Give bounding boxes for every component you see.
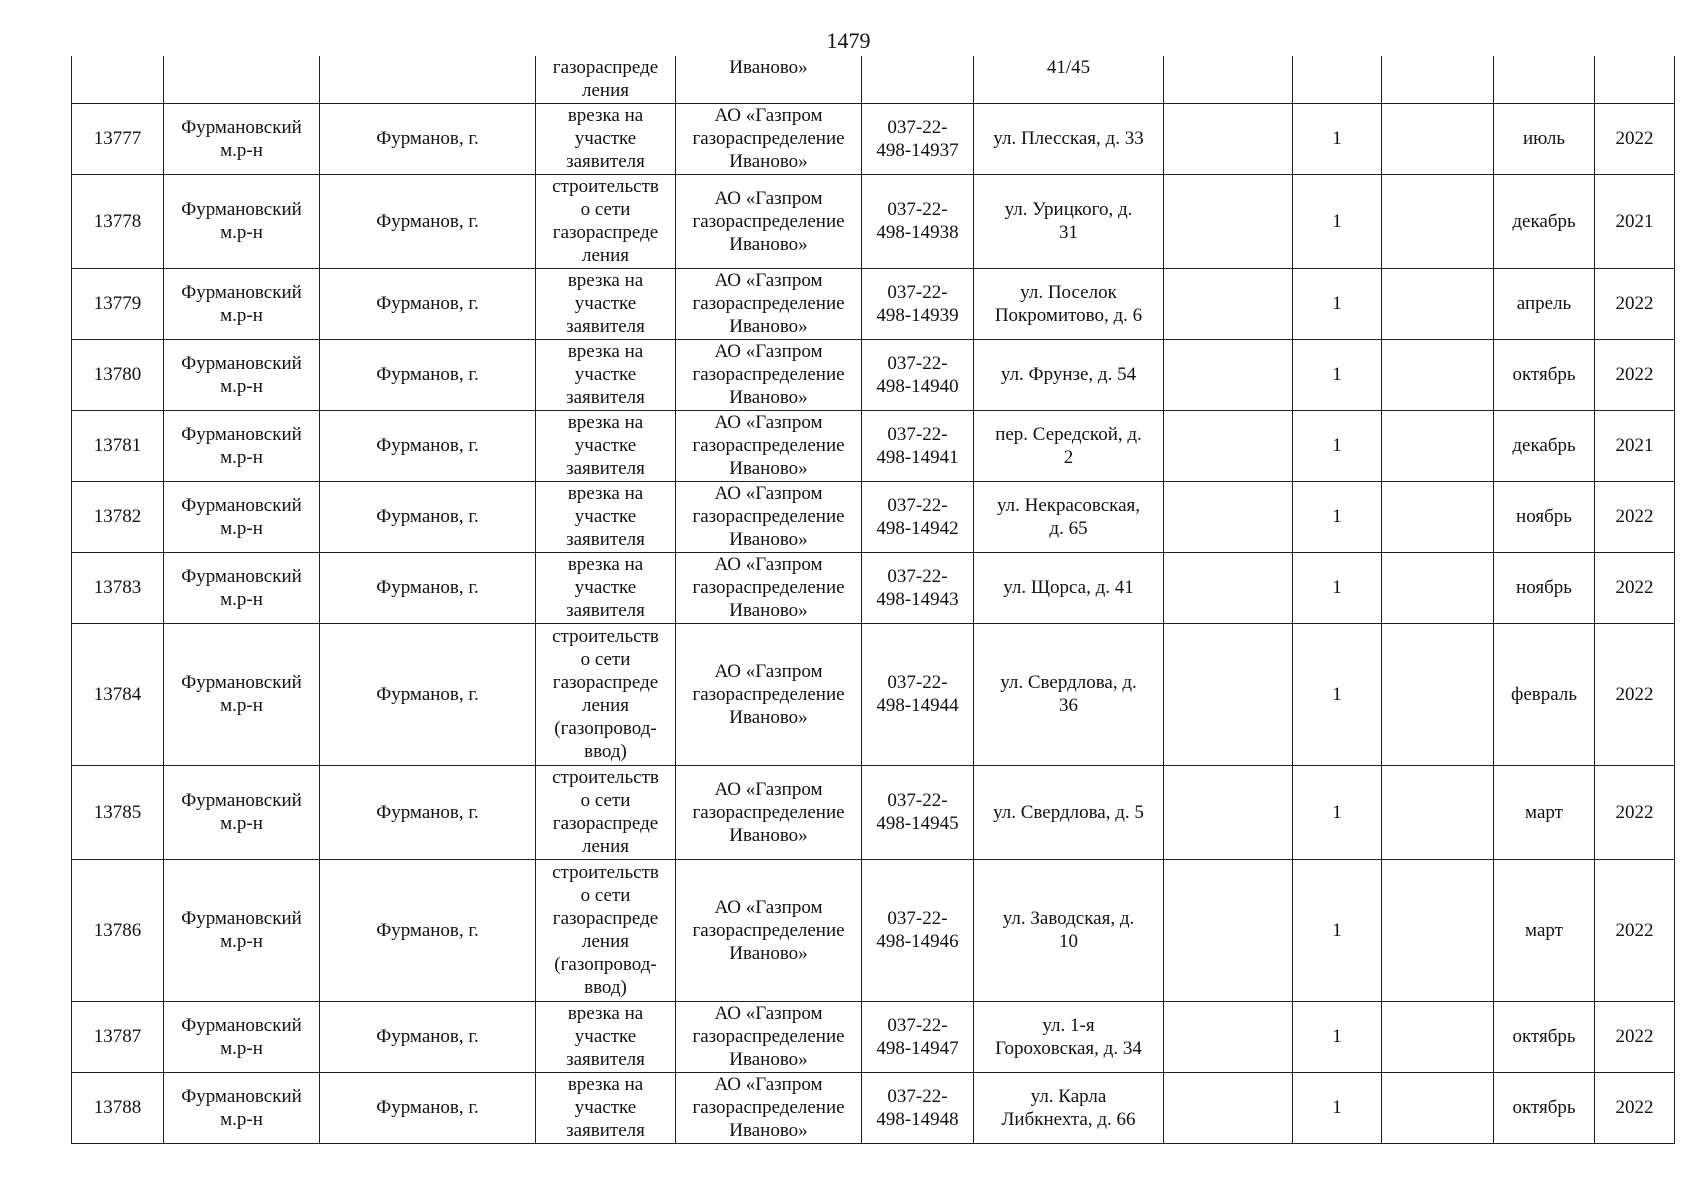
cell-empty: [1164, 174, 1293, 268]
cell-qty: 1: [1293, 174, 1382, 268]
cell-district: Фурмановский м.р-н: [164, 410, 320, 481]
cell-district: Фурмановский м.р-н: [164, 481, 320, 552]
cell-work-type: врезка на участке заявителя: [536, 103, 676, 174]
cell-address: ул. Поселок Покромитово, д. 6: [974, 268, 1164, 339]
cell-address: ул. 1-я Гороховская, д. 34: [974, 1001, 1164, 1072]
cell-district: Фурмановский м.р-н: [164, 623, 320, 765]
table-row: [72, 103, 1675, 174]
cell-work-type: врезка на участке заявителя: [536, 481, 676, 552]
cell-city: [320, 56, 536, 103]
cell-operator: АО «Газпром газораспределение Иваново»: [676, 339, 862, 410]
cell-code: 037-22- 498-14947: [862, 1001, 974, 1072]
cell-qty: 1: [1293, 552, 1382, 623]
page-number: 1479: [826, 28, 871, 53]
cell-operator: АО «Газпром газораспределение Иваново»: [676, 410, 862, 481]
cell-district: Фурмановский м.р-н: [164, 103, 320, 174]
registry-table: [71, 56, 1675, 1144]
cell-city: Фурманов, г.: [320, 103, 536, 174]
cell-address: ул. Щорса, д. 41: [974, 552, 1164, 623]
cell-district: Фурмановский м.р-н: [164, 765, 320, 859]
cell-empty: [1382, 1072, 1494, 1143]
cell-work-type: строительств о сети газораспреде ления: [536, 765, 676, 859]
cell-work-type: врезка на участке заявителя: [536, 268, 676, 339]
cell-empty: [1382, 339, 1494, 410]
cell-year: 2022: [1595, 552, 1675, 623]
cell-district: [164, 56, 320, 103]
cell-address: ул. Урицкого, д. 31: [974, 174, 1164, 268]
cell-operator: АО «Газпром газораспределение Иваново»: [676, 1072, 862, 1143]
cell-empty: [1382, 268, 1494, 339]
cell-month: декабрь: [1494, 174, 1595, 268]
cell-year: 2022: [1595, 103, 1675, 174]
cell-empty: [1164, 56, 1293, 103]
cell-empty: [1382, 410, 1494, 481]
cell-address: ул. Некрасовская, д. 65: [974, 481, 1164, 552]
cell-operator: АО «Газпром газораспределение Иваново»: [676, 268, 862, 339]
cell-month: март: [1494, 859, 1595, 1001]
cell-empty: [1164, 1001, 1293, 1072]
cell-empty: [1382, 174, 1494, 268]
cell-id: 13778: [72, 174, 164, 268]
cell-month: март: [1494, 765, 1595, 859]
cell-operator: Иваново»: [676, 56, 862, 103]
cell-id: 13784: [72, 623, 164, 765]
table-row: [72, 268, 1675, 339]
cell-month: февраль: [1494, 623, 1595, 765]
cell-address: ул. Свердлова, д. 36: [974, 623, 1164, 765]
cell-district: Фурмановский м.р-н: [164, 552, 320, 623]
cell-address: пер. Середской, д. 2: [974, 410, 1164, 481]
cell-city: Фурманов, г.: [320, 765, 536, 859]
cell-code: 037-22- 498-14945: [862, 765, 974, 859]
cell-district: Фурмановский м.р-н: [164, 268, 320, 339]
cell-year: 2022: [1595, 339, 1675, 410]
cell-operator: АО «Газпром газораспределение Иваново»: [676, 1001, 862, 1072]
cell-year: 2021: [1595, 410, 1675, 481]
table-row: [72, 1072, 1675, 1143]
cell-id: 13786: [72, 859, 164, 1001]
cell-empty: [1164, 268, 1293, 339]
cell-year: 2022: [1595, 623, 1675, 765]
cell-month: [1494, 56, 1595, 103]
cell-qty: [1293, 56, 1382, 103]
cell-id: [72, 56, 164, 103]
cell-year: [1595, 56, 1675, 103]
cell-city: Фурманов, г.: [320, 174, 536, 268]
cell-month: ноябрь: [1494, 481, 1595, 552]
cell-work-type: врезка на участке заявителя: [536, 1001, 676, 1072]
cell-code: 037-22- 498-14939: [862, 268, 974, 339]
cell-code: 037-22- 498-14941: [862, 410, 974, 481]
cell-year: 2022: [1595, 481, 1675, 552]
cell-empty: [1382, 103, 1494, 174]
cell-id: 13785: [72, 765, 164, 859]
cell-id: 13782: [72, 481, 164, 552]
cell-empty: [1382, 481, 1494, 552]
cell-empty: [1164, 103, 1293, 174]
cell-empty: [1382, 859, 1494, 1001]
cell-empty: [1164, 765, 1293, 859]
cell-city: Фурманов, г.: [320, 268, 536, 339]
table-row: [72, 1001, 1675, 1072]
cell-qty: 1: [1293, 765, 1382, 859]
cell-empty: [1164, 410, 1293, 481]
cell-empty: [1382, 552, 1494, 623]
cell-empty: [1164, 1072, 1293, 1143]
cell-operator: АО «Газпром газораспределение Иваново»: [676, 552, 862, 623]
cell-city: Фурманов, г.: [320, 623, 536, 765]
table-row: [72, 859, 1675, 1001]
cell-address: ул. Карла Либкнехта, д. 66: [974, 1072, 1164, 1143]
cell-year: 2022: [1595, 1072, 1675, 1143]
cell-empty: [1164, 339, 1293, 410]
cell-district: Фурмановский м.р-н: [164, 174, 320, 268]
cell-work-type: строительств о сети газораспреде ления: [536, 174, 676, 268]
cell-month: декабрь: [1494, 410, 1595, 481]
cell-code: 037-22- 498-14937: [862, 103, 974, 174]
cell-empty: [1382, 623, 1494, 765]
cell-district: Фурмановский м.р-н: [164, 859, 320, 1001]
cell-qty: 1: [1293, 481, 1382, 552]
table-row: [72, 623, 1675, 765]
table-row-continued: [72, 56, 1675, 103]
table-row: [72, 339, 1675, 410]
cell-operator: АО «Газпром газораспределение Иваново»: [676, 174, 862, 268]
table-row: [72, 174, 1675, 268]
cell-code: 037-22- 498-14948: [862, 1072, 974, 1143]
cell-city: Фурманов, г.: [320, 552, 536, 623]
cell-operator: АО «Газпром газораспределение Иваново»: [676, 103, 862, 174]
cell-qty: 1: [1293, 339, 1382, 410]
cell-address: ул. Фрунзе, д. 54: [974, 339, 1164, 410]
table-body: [72, 56, 1675, 1143]
cell-city: Фурманов, г.: [320, 481, 536, 552]
cell-operator: АО «Газпром газораспределение Иваново»: [676, 765, 862, 859]
cell-qty: 1: [1293, 1001, 1382, 1072]
cell-work-type: врезка на участке заявителя: [536, 339, 676, 410]
cell-work-type: врезка на участке заявителя: [536, 552, 676, 623]
cell-year: 2021: [1595, 174, 1675, 268]
cell-qty: 1: [1293, 1072, 1382, 1143]
cell-qty: 1: [1293, 623, 1382, 765]
cell-empty: [1164, 481, 1293, 552]
cell-month: октябрь: [1494, 1072, 1595, 1143]
cell-month: октябрь: [1494, 339, 1595, 410]
cell-year: 2022: [1595, 859, 1675, 1001]
cell-code: 037-22- 498-14940: [862, 339, 974, 410]
cell-month: июль: [1494, 103, 1595, 174]
cell-qty: 1: [1293, 103, 1382, 174]
cell-empty: [1164, 859, 1293, 1001]
cell-work-type: врезка на участке заявителя: [536, 1072, 676, 1143]
cell-empty: [1164, 623, 1293, 765]
cell-city: Фурманов, г.: [320, 1001, 536, 1072]
cell-code: 037-22- 498-14946: [862, 859, 974, 1001]
cell-year: 2022: [1595, 1001, 1675, 1072]
cell-operator: АО «Газпром газораспределение Иваново»: [676, 481, 862, 552]
cell-code: 037-22- 498-14943: [862, 552, 974, 623]
cell-id: 13781: [72, 410, 164, 481]
cell-empty: [1164, 552, 1293, 623]
cell-code: [862, 56, 974, 103]
cell-empty: [1382, 56, 1494, 103]
cell-address: ул. Заводская, д. 10: [974, 859, 1164, 1001]
cell-empty: [1382, 765, 1494, 859]
cell-id: 13787: [72, 1001, 164, 1072]
cell-address: 41/45: [974, 56, 1164, 103]
cell-operator: АО «Газпром газораспределение Иваново»: [676, 623, 862, 765]
cell-id: 13783: [72, 552, 164, 623]
cell-id: 13779: [72, 268, 164, 339]
cell-city: Фурманов, г.: [320, 339, 536, 410]
cell-operator: АО «Газпром газораспределение Иваново»: [676, 859, 862, 1001]
cell-year: 2022: [1595, 268, 1675, 339]
cell-qty: 1: [1293, 859, 1382, 1001]
table-row: [72, 410, 1675, 481]
cell-district: Фурмановский м.р-н: [164, 1072, 320, 1143]
cell-work-type: газораспреде ления: [536, 56, 676, 103]
cell-district: Фурмановский м.р-н: [164, 339, 320, 410]
cell-work-type: строительств о сети газораспреде ления (газопровод- ввод): [536, 623, 676, 765]
table-row: [72, 481, 1675, 552]
cell-address: ул. Свердлова, д. 5: [974, 765, 1164, 859]
cell-code: 037-22- 498-14938: [862, 174, 974, 268]
cell-work-type: врезка на участке заявителя: [536, 410, 676, 481]
cell-id: 13780: [72, 339, 164, 410]
cell-code: 037-22- 498-14944: [862, 623, 974, 765]
cell-city: Фурманов, г.: [320, 1072, 536, 1143]
cell-qty: 1: [1293, 410, 1382, 481]
cell-month: апрель: [1494, 268, 1595, 339]
cell-id: 13777: [72, 103, 164, 174]
cell-month: ноябрь: [1494, 552, 1595, 623]
cell-id: 13788: [72, 1072, 164, 1143]
table-row: [72, 765, 1675, 859]
cell-work-type: строительств о сети газораспреде ления (газопровод- ввод): [536, 859, 676, 1001]
cell-qty: 1: [1293, 268, 1382, 339]
cell-district: Фурмановский м.р-н: [164, 1001, 320, 1072]
cell-month: октябрь: [1494, 1001, 1595, 1072]
table-row: [72, 552, 1675, 623]
cell-city: Фурманов, г.: [320, 410, 536, 481]
cell-empty: [1382, 1001, 1494, 1072]
cell-address: ул. Плесская, д. 33: [974, 103, 1164, 174]
cell-code: 037-22- 498-14942: [862, 481, 974, 552]
cell-year: 2022: [1595, 765, 1675, 859]
cell-city: Фурманов, г.: [320, 859, 536, 1001]
